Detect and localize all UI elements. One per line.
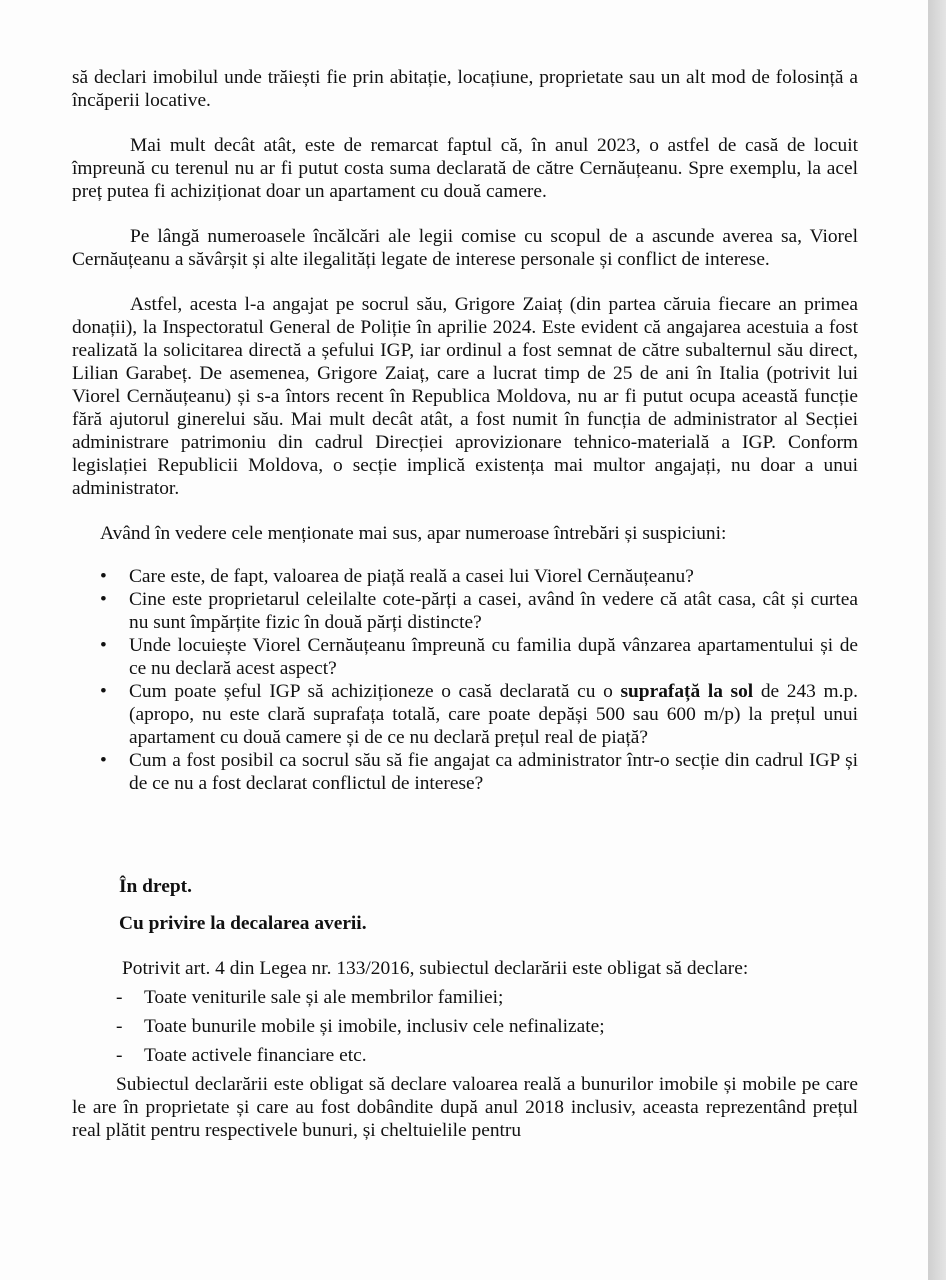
question-text (129, 681, 858, 748)
list-item (72, 680, 858, 749)
dash-icon: - (116, 1016, 123, 1037)
dash-icon: - (116, 987, 123, 1008)
bullet-icon: • (100, 681, 107, 702)
list-item (72, 1044, 858, 1067)
paragraph-house-price: Mai mult decât atât, este de remarcat faptul că, în anul 2023, o astfel de casă de locuit împreună cu terenul nu ar fi putut costa suma declarată de către Cernăuțeanu. Spre exemplu, la acel preț putea fi achiziționat doar un apartament cu două camere. (72, 135, 858, 202)
paragraph-law-article: Potrivit art. 4 din Legea nr. 133/2016, subiectul declarării este obligat să declare: (122, 958, 749, 979)
list-item (72, 1015, 858, 1038)
paragraph-illegalities: Pe lângă numeroasele încălcări ale legii comise cu scopul de a ascunde averea sa, Viorel Cernăuțeanu a săvârșit și alte ilegalități legate de interese personale și conflict de interese. (72, 226, 858, 270)
list-item (72, 749, 858, 795)
question-text-start: Cum poate șeful IGP să achiziționeze o casă declarată cu o (129, 681, 621, 702)
section-heading-law: În drept. (119, 876, 192, 897)
list-item (72, 588, 858, 634)
document-body (72, 66, 858, 1142)
bullet-icon: • (100, 635, 107, 656)
obligation-text: Toate veniturile sale și ale membrilor familiei; (144, 987, 504, 1008)
question-text-end: de 243 m.p. (apropo, nu este clară suprafața totală, care poate depăși 500 sau 600 m/p) la prețul unui apartament cu două camere și de ce nu declară prețul real de piață? (129, 681, 858, 748)
paragraph-father-in-law: Astfel, acesta l-a angajat pe socrul său, Grigore Zaiaț (din partea căruia fiecare an primea donații), la Inspectoratul General de Poliție în aprilie 2024. Este evident că angajarea acestuia a fost realizată la solicitarea directă a șefului IGP, iar ordinul a fost semnat de către subalternul său direct, Lilian Garabeț. De asemenea, Grigore Zaiaț, care a lucrat timp de 25 de ani în Italia (potrivit lui Viorel Cernăuțeanu) și s-a întors recent în Republica Moldova, nu ar fi putut ocupa această funcție fără ajutorul ginerelui său. Mai mult decât atât, a fost numit în funcția de administrator al Secției administrare patrimoniu din cadrul Direcției aprovizionare tehnico-materială a IGP. Conform legislației Republicii Moldova, o secție implică existența mai multor angajați, nu doar a unui administrator. (72, 294, 858, 499)
paragraph-real-value: Subiectul declarării este obligat să declare valoarea reală a bunurilor imobile și mobile pe care le are în proprietate și care au fost dobândite după anul 2018 inclusiv, aceasta reprezentând prețul real plătit pentru respectivele bunuri, și cheltuielile pentru (72, 1074, 858, 1141)
section-subheading-declaration: Cu privire la decalarea averii. (119, 913, 367, 934)
questions-list (72, 565, 858, 795)
question-bold-term: suprafață la sol (620, 681, 754, 702)
paragraph-questions-intro: Având în vedere cele menționate mai sus, apar numeroase întrebări și suspiciuni: (100, 523, 727, 544)
obligation-text: Toate activele financiare etc. (144, 1045, 367, 1066)
obligation-text: Toate bunurile mobile și imobile, inclusiv cele nefinalizate; (144, 1016, 605, 1037)
question-text: Cum a fost posibil ca socrul său să fie angajat ca administrator într-o secție din cadrul IGP și de ce nu a fost declarat conflictul de interese? (129, 750, 858, 794)
paragraph-residence: să declari imobilul unde trăiești fie prin abitație, locațiune, proprietate sau un alt mod de folosință a încăperii locative. (72, 67, 858, 111)
bullet-icon: • (100, 589, 107, 610)
question-text: Cine este proprietarul celeilalte cote-părți a casei, având în vedere că atât casa, cât și curtea nu sunt împărțite fizic în două părți distincte? (129, 589, 858, 633)
obligations-list (72, 986, 858, 1067)
dash-icon: - (116, 1045, 123, 1066)
list-item (72, 565, 858, 588)
page-edge-shadow (928, 0, 946, 1280)
vertical-gap (72, 795, 858, 875)
bullet-icon: • (100, 750, 107, 771)
question-text: Care este, de fapt, valoarea de piață reală a casei lui Viorel Cernăuțeanu? (129, 566, 694, 587)
question-text: Unde locuiește Viorel Cernăuțeanu împreună cu familia după vânzarea apartamentului și de ce nu declară acest aspect? (129, 635, 858, 679)
bullet-icon: • (100, 566, 107, 587)
list-item (72, 986, 858, 1009)
list-item (72, 634, 858, 680)
